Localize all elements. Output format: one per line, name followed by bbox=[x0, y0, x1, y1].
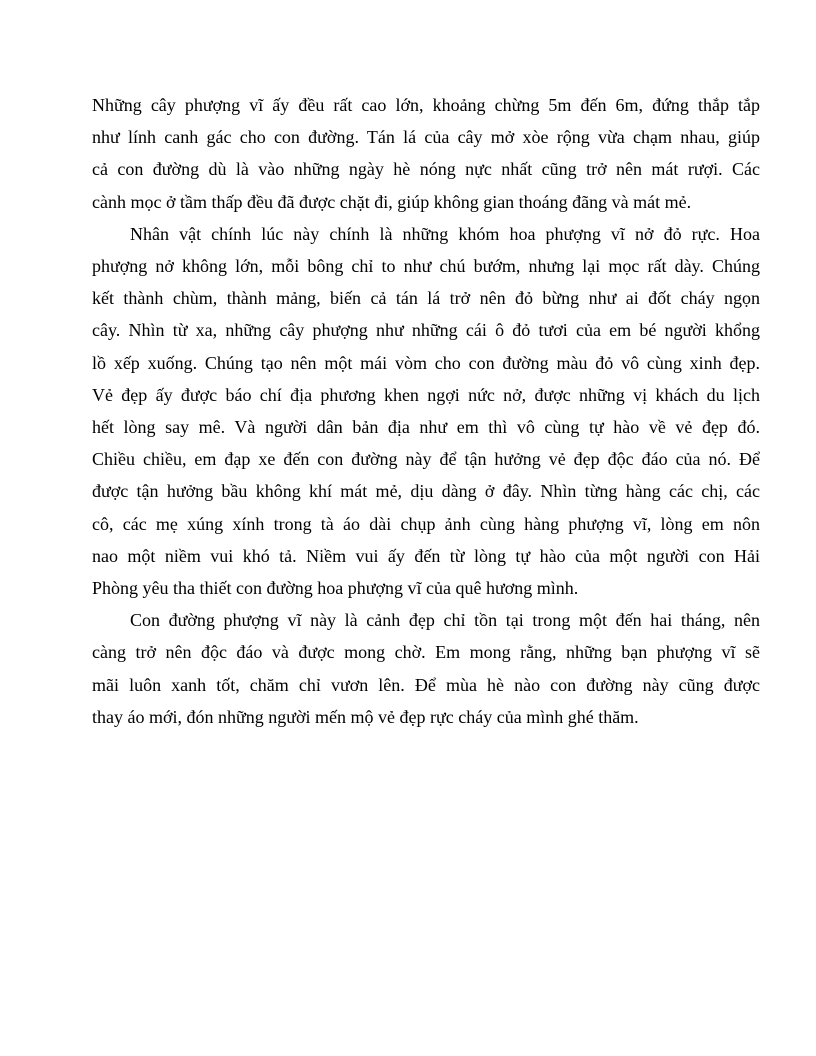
text-line: lồ xếp xuống. Chúng tạo nên một mái vòm cho con đường màu đỏ vô cùng xinh đẹp. bbox=[92, 352, 760, 373]
text-line: nao một niềm vui khó tả. Niềm vui ấy đến từ lòng tự hào của một người con Hải bbox=[92, 545, 760, 566]
paragraph bbox=[92, 218, 760, 604]
text-line: cây. Nhìn từ xa, những cây phượng như những cái ô đỏ tươi của em bé người khổng bbox=[92, 320, 760, 341]
text-line: Con đường phượng vĩ này là cảnh đẹp chỉ tồn tại trong một đến hai tháng, nên bbox=[130, 610, 760, 631]
text-line: Nhân vật chính lúc này chính là những khóm hoa phượng vĩ nở đỏ rực. Hoa bbox=[130, 223, 760, 244]
text-line: Chiều chiều, em đạp xe đến con đường này để tận hưởng vẻ đẹp độc đáo của nó. Để bbox=[92, 449, 760, 470]
text-line: phượng nở không lớn, mỗi bông chỉ to như chú bướm, nhưng lại mọc rất dày. Chúng bbox=[92, 256, 760, 277]
text-line: mãi luôn xanh tốt, chăm chỉ vươn lên. Để mùa hè nào con đường này cũng được bbox=[92, 674, 760, 695]
text-line: kết thành chùm, thành mảng, biến cả tán lá trở nên đỏ bừng như ai đốt cháy ngọn bbox=[92, 288, 760, 309]
text-line: hết lòng say mê. Và người dân bản địa như em thì vô cùng tự hào về vẻ đẹp đó. bbox=[92, 417, 760, 438]
text-line: như lính canh gác cho con đường. Tán lá của cây mở xòe rộng vừa chạm nhau, giúp bbox=[92, 127, 760, 148]
text-line: Phòng yêu tha thiết con đường hoa phượng vĩ của quê hương mình. bbox=[92, 578, 579, 599]
text-line: cả con đường dù là vào những ngày hè nóng nực nhất cũng trở nên mát rượi. Các bbox=[92, 159, 760, 180]
paragraph bbox=[92, 604, 760, 733]
text-line: Những cây phượng vĩ ấy đều rất cao lớn, khoảng chừng 5m đến 6m, đứng thắp tắp bbox=[92, 95, 760, 115]
text-line: Vẻ đẹp ấy được báo chí địa phương khen ngợi nức nở, được những vị khách du lịch bbox=[92, 384, 760, 405]
text-line: cành mọc ở tầm thấp đều đã được chặt đi, giúp không gian thoáng đãng và mát mẻ. bbox=[92, 191, 692, 212]
text-line: cô, các mẹ xúng xính trong tà áo dài chụp ảnh cùng hàng phượng vĩ, lòng em nôn bbox=[92, 513, 760, 534]
paragraph bbox=[92, 89, 760, 218]
document-body-text bbox=[92, 89, 760, 733]
text-line: càng trở nên độc đáo và được mong chờ. Em mong rằng, những bạn phượng vĩ sẽ bbox=[92, 642, 760, 663]
text-line: được tận hưởng bầu không khí mát mẻ, dịu dàng ở đây. Nhìn từng hàng các chị, các bbox=[92, 481, 760, 502]
text-line: thay áo mới, đón những người mến mộ vẻ đẹp rực cháy của mình ghé thăm. bbox=[92, 706, 639, 727]
